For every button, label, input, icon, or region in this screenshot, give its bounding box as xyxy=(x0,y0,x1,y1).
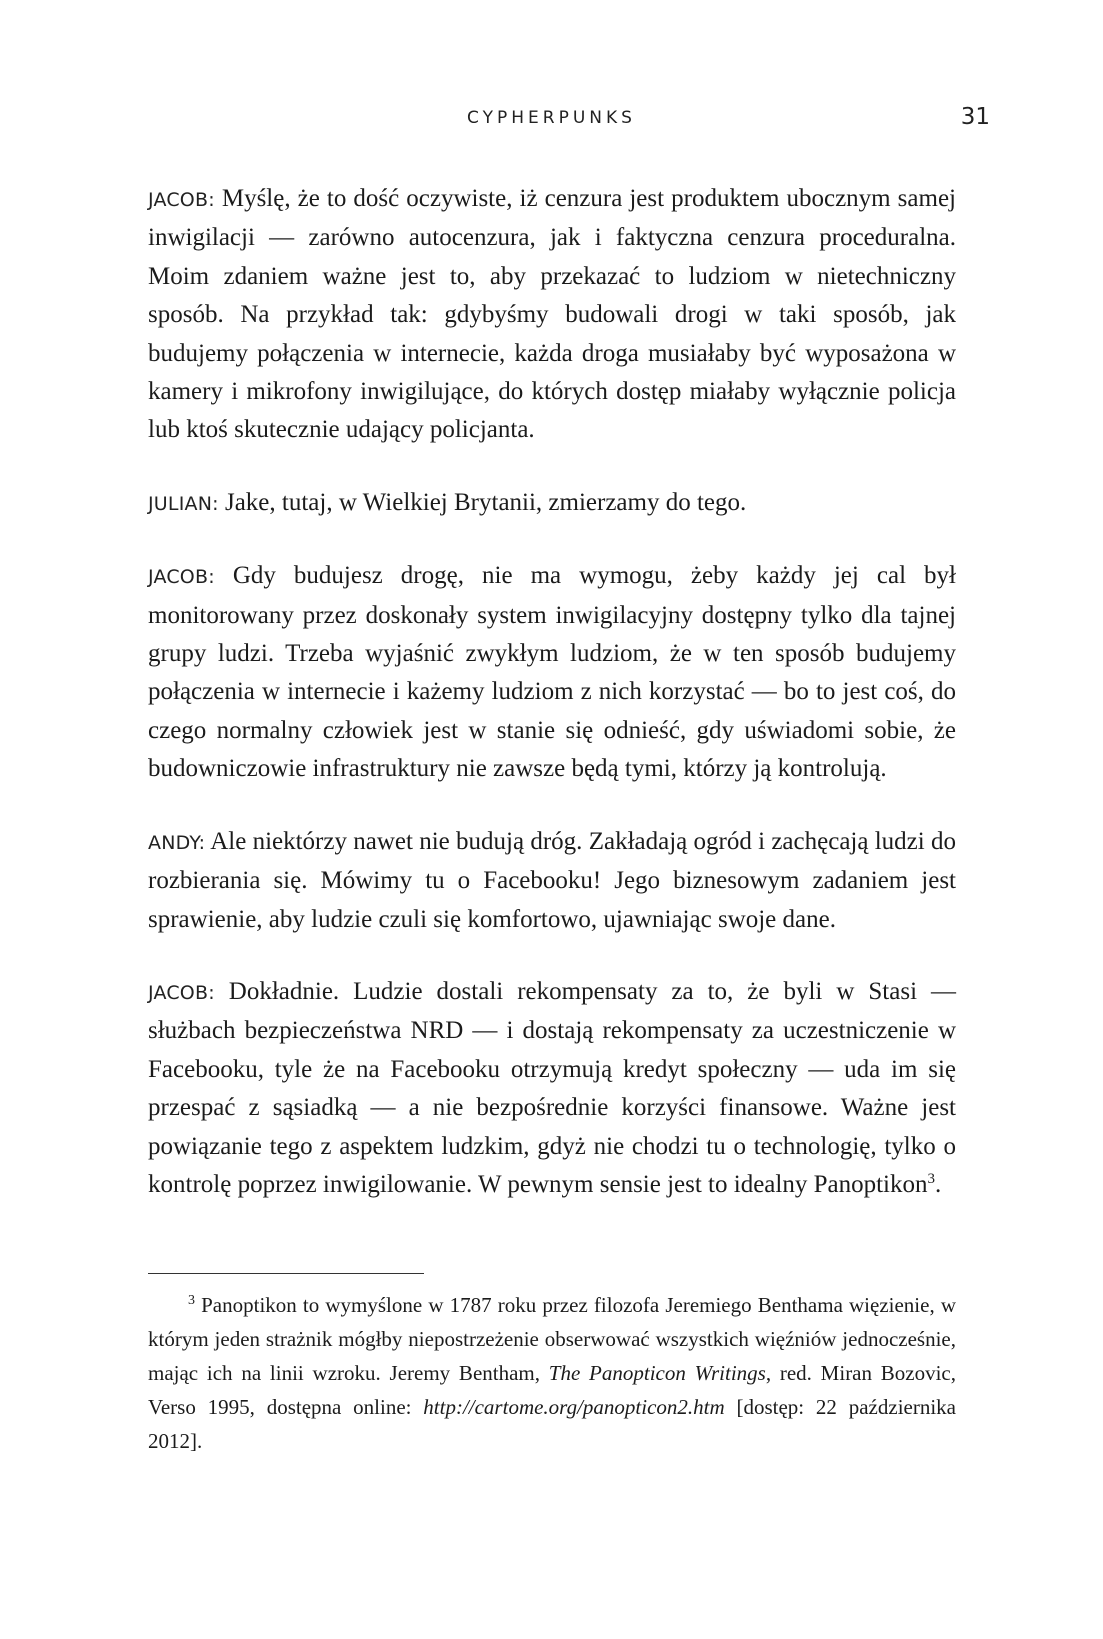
running-title: CYPHERPUNKS xyxy=(467,108,636,128)
paragraph-text: Dokładnie. Ludzie dostali rekompensaty za to, że byli w Stasi — służbach bezpieczeństwa NRD — i dostają rekompensaty za uczestniczenie w Facebooku, tyle że na Facebooku otrzymują kredyt społeczny — uda im się przespać z sąsiadką — a nie bezpośrednie korzyści finansowe. Ważne jest powiązanie tego z aspektem ludzkim, gdyż nie chodzi tu o technologię, tylko o kontrolę poprzez inwigilowanie. W pewnym sensie jest to idealny Panoptikon xyxy=(148,977,956,1198)
paragraph-text: Gdy budujesz drogę, nie ma wymogu, żeby każdy jej cal był monitorowany przez doskonały system inwigilacyjny dostępny tylko dla tajnej grupy ludzi. Trzeba wyjaśnić zwykłym ludziom, że w ten sposób budujemy połączenia w internecie i każemy ludziom z nich korzystać — bo to jest coś, do czego normalny człowiek jest w stanie się odnieść, gdy uświadomi sobie, że budowniczowie infrastruktury nie zawsze będą tymi, którzy ją kontrolują. xyxy=(148,562,956,783)
footnote-url-link[interactable]: http://cartome.org/panopticon2.htm xyxy=(423,1395,725,1419)
footnote-text-part3: [dostęp: 22 października 2012]. xyxy=(148,1395,957,1453)
paragraph-andy-1 xyxy=(148,823,956,939)
body-text xyxy=(148,180,956,1238)
paragraph-end: . xyxy=(934,1170,942,1198)
page-number: 31 xyxy=(960,104,990,130)
paragraph-text: Myślę, że to dość oczywiste, iż cenzura jest produktem ubocznym samej inwigilacji — zarówno autocenzura, jak i faktyczna cenzura proceduralna. Moim zdaniem ważne jest to, aby przekazać to ludziom w nietechniczny sposób. Na przykład tak: gdybyśmy budowali drogi w taki sposób, jak budujemy połączenia w internecie, każda droga musiałaby być wyposażona w kamery i mikrofony inwigilujące, do których dostęp miałaby wyłącznie policja lub ktoś skutecznie udający policjanta. xyxy=(148,185,956,444)
footnote-reference[interactable]: 3 xyxy=(927,1170,935,1187)
speaker-label: ANDY: xyxy=(148,831,206,854)
footnote-book-title: The Panopticon Writings xyxy=(548,1361,766,1385)
speaker-label: JULIAN: xyxy=(148,492,219,515)
paragraph-text: Ale niektórzy nawet nie budują dróg. Zakładają ogród i zachęcają ludzi do rozbierania się. Mówimy tu o Facebooku! Jego biznesowym zadaniem jest sprawienie, aby ludzie czuli się komfortowo, ujawniając swoje dane. xyxy=(148,827,956,933)
paragraph-jacob-3 xyxy=(148,973,956,1204)
paragraph-jacob-2 xyxy=(148,557,956,788)
speaker-label: JACOB: xyxy=(148,189,215,211)
footnote-text-part2: , red. Miran Bozovic, Verso 1995, dostępna online: xyxy=(148,1361,957,1419)
speaker-label: JACOB: xyxy=(148,566,215,589)
running-head xyxy=(0,104,1103,134)
paragraph-text: Jake, tutaj, w Wielkiej Brytanii, zmierzamy do tego. xyxy=(218,488,747,516)
footnote-text-part1: Panoptikon to wymyślone w 1787 roku przez filozofa Jeremiego Benthama więzienie, w którym jeden strażnik mógłby niepostrzeżenie obserwować wszystkich więźniów jednocześnie, mając ich na linii wzroku. Jeremy Bentham, xyxy=(148,1293,956,1385)
paragraph-julian-1 xyxy=(148,484,956,523)
paragraph-jacob-1 xyxy=(148,180,956,450)
footnote-divider xyxy=(148,1273,424,1274)
footnote-3 xyxy=(148,1288,956,1458)
footnotes xyxy=(148,1288,956,1458)
speaker-label: JACOB: xyxy=(148,981,215,1004)
footnote-mark: 3 xyxy=(188,1293,195,1308)
